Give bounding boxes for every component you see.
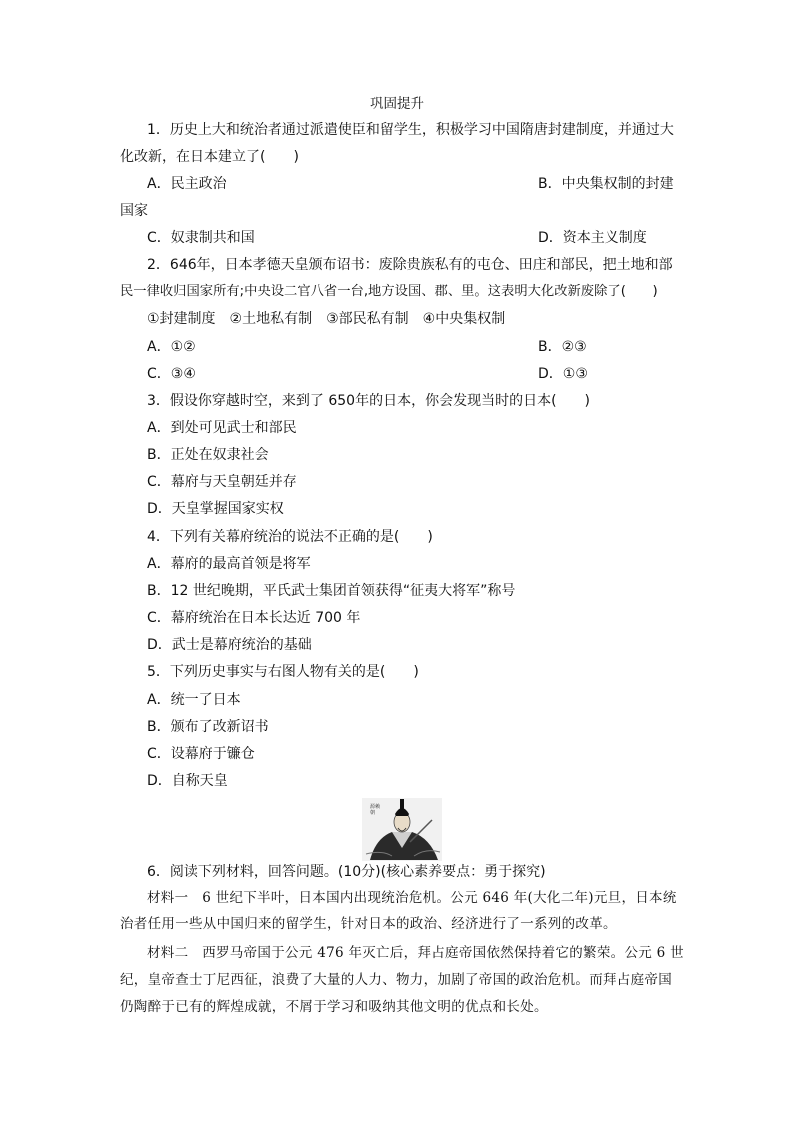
- q6-material2-line2: 纪，皇帝查士丁尼西征，浪费了大量的人力、物力，加剧了帝国的政治危机。而拜占庭帝国: [120, 972, 672, 988]
- q1-stem-line2: 化改新，在日本建立了( ): [120, 149, 299, 165]
- q3-option-c: C．幕府与天皇朝廷并存: [147, 474, 297, 490]
- q2-option-d: D．①③: [538, 366, 588, 382]
- q3-option-d: D．天皇掌握国家实权: [147, 501, 284, 517]
- q1-option-b-continued: 国家: [120, 203, 148, 219]
- q6-material2-line3: 仍陶醉于已有的辉煌成就，不屑于学习和吸纳其他文明的优点和长处。: [120, 999, 548, 1015]
- q2-option-a: A．①②: [147, 339, 196, 355]
- q1-stem-line1: 1．历史上大和统治者通过派遣使臣和留学生，积极学习中国隋唐封建制度，并通过大: [147, 122, 674, 138]
- q1-option-a: A．民主政治: [147, 176, 227, 192]
- q5-stem: 5．下列历史事实与右图人物有关的是( ): [147, 664, 419, 680]
- portrait-figure: [362, 798, 442, 861]
- q2-items: ①封建制度 ②土地私有制 ③部民私有制 ④中央集权制: [147, 311, 506, 327]
- q6-stem: 6．阅读下列材料，回答问题。(10分)(核心素养要点：勇于探究): [147, 864, 546, 880]
- q2-stem-line2: 民一律收归国家所有;中央设二官八省一台,地方设国、郡、里。这表明大化改新废除了( ): [120, 284, 658, 299]
- q3-option-a: A．到处可见武士和部民: [147, 420, 297, 436]
- q5-option-a: A．统一了日本: [147, 692, 241, 708]
- q2-stem-line1: 2．646年，日本孝德天皇颁布诏书：废除贵族私有的屯仓、田庄和部民，把土地和部: [147, 257, 673, 273]
- q5-option-c: C．设幕府于镰仓: [147, 746, 255, 762]
- q1-option-b: B．中央集权制的封建: [538, 176, 674, 192]
- q1-option-c: C．奴隶制共和国: [147, 230, 255, 246]
- page-title: 巩固提升: [370, 96, 424, 112]
- q6-material1-line2: 治者任用一些从中国归来的留学生，针对日本的政治、经济进行了一系列的改革。: [120, 916, 617, 932]
- q3-option-b: B．正处在奴隶社会: [147, 447, 269, 463]
- q4-option-a: A．幕府的最高首领是将军: [147, 556, 311, 572]
- q5-option-d: D．自称天皇: [147, 773, 228, 789]
- q4-option-d: D．武士是幕府统治的基础: [147, 637, 312, 653]
- q2-option-c: C．③④: [147, 366, 196, 382]
- q4-stem: 4．下列有关幕府统治的说法不正确的是( ): [147, 529, 433, 545]
- q1-option-d: D．资本主义制度: [538, 230, 647, 246]
- portrait-caption: 源赖朝: [370, 804, 381, 816]
- q2-option-b: B．②③: [538, 339, 587, 355]
- q3-stem: 3．假设你穿越时空，来到了 650年的日本，你会发现当时的日本( ): [147, 393, 591, 409]
- q5-option-b: B．颁布了改新诏书: [147, 719, 269, 735]
- q4-option-c: C．幕府统治在日本长达近 700 年: [147, 610, 361, 626]
- q4-option-b: B．12 世纪晚期，平氏武士集团首领获得“征夷大将军”称号: [147, 583, 516, 599]
- q6-material2-line1: 材料二 西罗马帝国于公元 476 年灭亡后，拜占庭帝国依然保持着它的繁荣。公元 6 世: [147, 945, 684, 961]
- q6-material1-line1: 材料一 6 世纪下半叶，日本国内出现统治危机。公元 646 年(大化二年)元旦，日本统: [147, 890, 677, 906]
